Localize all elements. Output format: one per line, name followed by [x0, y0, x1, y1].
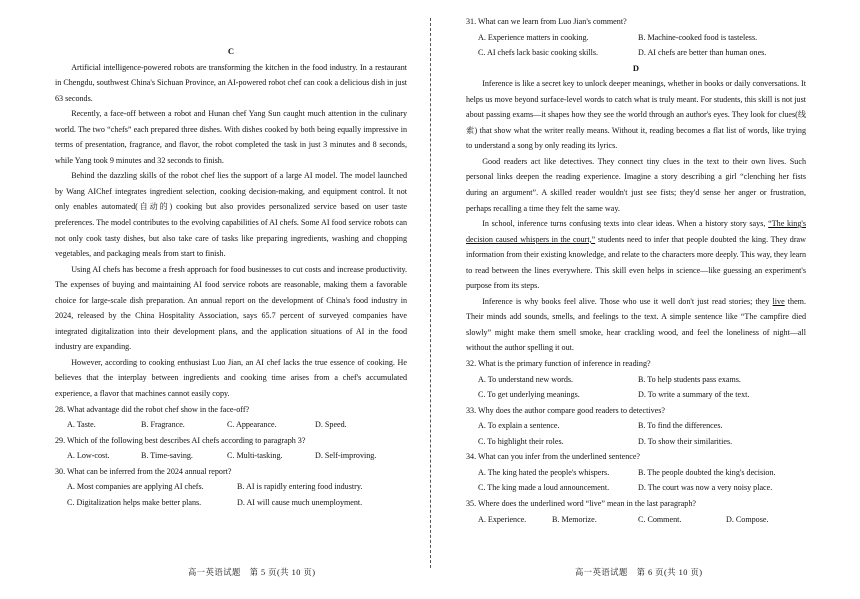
left-column [55, 44, 407, 510]
passage-c-paragraph-5: However, according to cooking enthusiast Luo Jian, an AI chef lacks the true essence of cooking. He believes that the interplay between ingredients and cooking time arises from a chef's accumulated experience, a flavor that machines cannot easily copy. [55, 357, 407, 399]
option-d: D. Compose. [726, 514, 769, 524]
question-32-options [466, 372, 806, 403]
option-a: A. Low-cost. [67, 451, 110, 461]
option-d: D. Self-improving. [315, 451, 377, 461]
question-29-options [55, 448, 407, 464]
question-29: 29. Which of the following best describes AI chefs according to paragraph 3? [55, 435, 306, 445]
question-32: 32. What is the primary function of inference in reading? [466, 359, 651, 369]
passage-c-paragraph-4: Using AI chefs has become a fresh approach for food businesses to cut costs and increase productivity. The expenses of buying and maintaining AI food service robots are reasonable, making them a favorable choice for large-scale dish preparation. An annual report on the development of China's food industry in 2024, released by the China Hospitality Association, says 65.7 percent of surveyed companies have integrated digitalization into their development plans, and the application situations of AI in the food industry are expanding. [55, 264, 407, 352]
option-b: B. Time-saving. [141, 451, 193, 461]
question-31-options [466, 30, 806, 61]
option-b: B. Fragrance. [141, 420, 185, 430]
question-31: 31. What can we learn from Luo Jian's comment? [466, 17, 627, 26]
option-d: D. Speed. [315, 420, 347, 430]
option-b: B. The people doubted the king's decision. [638, 467, 776, 477]
option-b: B. To help students pass exams. [638, 374, 741, 384]
paragraph-4-rest: them. Their minds add sounds, smells, and feelings to the text. A simple sentence like “The campfire died slowly” might make them smell smoke, hear crackling wood, and feel the loneliness of night—all without the author spelling it out. [466, 296, 806, 353]
passage-d-paragraph-2: Good readers act like detectives. They connect tiny clues in the text to their own lives. Such personal links deepen the reading experience. Imagine a story describing a girl “clenching her fists during an argument”. A skilled reader wouldn't just see fists; they'd sense her anger or frustration, perhaps recalling a time they felt the same way. [466, 156, 806, 213]
option-c: C. To get underlying meanings. [478, 390, 580, 400]
option-c: C. Appearance. [227, 420, 277, 430]
section-label-c: C [227, 46, 235, 56]
paragraph-3-lead: In school, inference turns confusing texts into clear ideas. When a history story says, [482, 219, 769, 229]
section-label-d: D [632, 62, 640, 73]
option-a: A. Most companies are applying AI chefs. [67, 482, 204, 492]
option-b: B. Memorize. [552, 514, 597, 524]
question-28: 28. What advantage did the robot chef show in the face-off? [55, 404, 250, 414]
underlined-word-live: live [772, 296, 785, 306]
passage-c-paragraph-2: Recently, a face-off between a robot and Hunan chef Yang Sun caught much attention in the culinary world. The two “chefs” each prepared three dishes. With dishes cooked by both being equally impressive in terms of presentation, fragrance, and flavor, the robot completed the task in just 3 minutes and 8 seconds, while Yang took 9 minutes and 32 seconds to finish. [55, 109, 407, 165]
page-footer-left: 高一英语试题 第 5 页(共 10 页) [188, 568, 316, 577]
column-divider [430, 18, 431, 568]
passage-d-paragraph-3 [466, 216, 806, 294]
option-b: B. Machine-cooked food is tasteless. [638, 32, 758, 42]
question-34-options [466, 465, 806, 496]
question-30: 30. What can be inferred from the 2024 annual report? [55, 466, 232, 476]
passage-c-paragraph-1: Artificial intelligence-powered robots are transforming the kitchen in the food industry. In a restaurant in Chengdu, southwest China's Sichuan Province, an AI-powered robot chef can cook a delicious dish in just 63 seconds. [55, 62, 407, 103]
option-c: C. Multi-tasking. [227, 451, 283, 461]
option-a: A. The king hated the people's whispers. [478, 467, 610, 477]
passage-c-paragraph-3: Behind the dazzling skills of the robot chef lies the support of a large AI model. The model launched by Wang AIChef integrates ingredient selection, cooking decision-making, and equipment control. It not only enables automated(自动的) cooking but also provides personalized service based on user taste preferences. The model contributes to the evolving capabilities of AI chefs. Some AI food service robots can not only cook tasty dishes, but also take care of tasks like preparing ingredients, washing and chopping vegetables, and packaging meals from start to finish. [55, 171, 407, 259]
underlined-sentence: “The king's decision caused whispers in the court,” [466, 219, 807, 244]
question-34: 34. What can you infer from the underlined sentence? [466, 452, 641, 462]
option-a: A. To understand new words. [478, 374, 574, 384]
question-30-options [55, 479, 407, 510]
question-28-options [55, 417, 407, 433]
option-d: D. To show their similarities. [638, 436, 733, 446]
question-35: 35. Where does the underlined word “live” mean in the last paragraph? [466, 498, 696, 508]
option-c: C. The king made a loud announcement. [478, 483, 610, 493]
option-c: C. To highlight their roles. [478, 436, 564, 446]
option-b: B. To find the differences. [638, 421, 723, 431]
option-a: A. Taste. [67, 420, 96, 430]
option-a: A. Experience. [478, 514, 527, 524]
option-d: D. The court was now a very noisy place. [638, 483, 773, 493]
paragraph-3-rest: students need to infer that people doubted the king. They draw information from their existing knowledge, and relate to the characters more deeply. This way, they learn to read between the lines everywhere. This skill even helps in science—like guessing an experiment's purpose from its steps. [466, 234, 806, 291]
question-33: 33. Why does the author compare good readers to detectives? [466, 405, 665, 415]
question-35-options [466, 512, 806, 528]
option-a: A. Experience matters in cooking. [478, 32, 589, 42]
option-b: B. AI is rapidly entering food industry. [237, 482, 363, 492]
option-c: C. AI chefs lack basic cooking skills. [478, 48, 599, 58]
paragraph-4-lead: Inference is why books feel alive. Those who use it well don't just read stories; they [482, 296, 773, 306]
passage-d-paragraph-4 [466, 294, 806, 356]
option-d: D. To write a summary of the text. [638, 390, 750, 400]
option-d: D. AI will cause much unemployment. [237, 497, 363, 507]
page-footer-right: 高一英语试题 第 6 页(共 10 页) [575, 568, 703, 577]
option-c: C. Digitalization helps make better plans. [67, 497, 202, 507]
passage-d-paragraph-1: Inference is like a secret key to unlock deeper meanings, whether in books or daily conversations. It helps us move beyond surface-level words to catch what is truly meant. For students, this skill is not just about passing exams—it shapes how they see the world through an author's eyes. They look for clues(线索) that show what the writer really means. Without it, reading becomes a flat list of words, like trying to understand a song by only reading its lyrics. [466, 79, 806, 151]
option-c: C. Comment. [638, 514, 682, 524]
option-d: D. AI chefs are better than human ones. [638, 48, 767, 58]
option-a: A. To explain a sentence. [478, 421, 560, 431]
right-column [466, 14, 806, 527]
question-33-options [466, 418, 806, 449]
